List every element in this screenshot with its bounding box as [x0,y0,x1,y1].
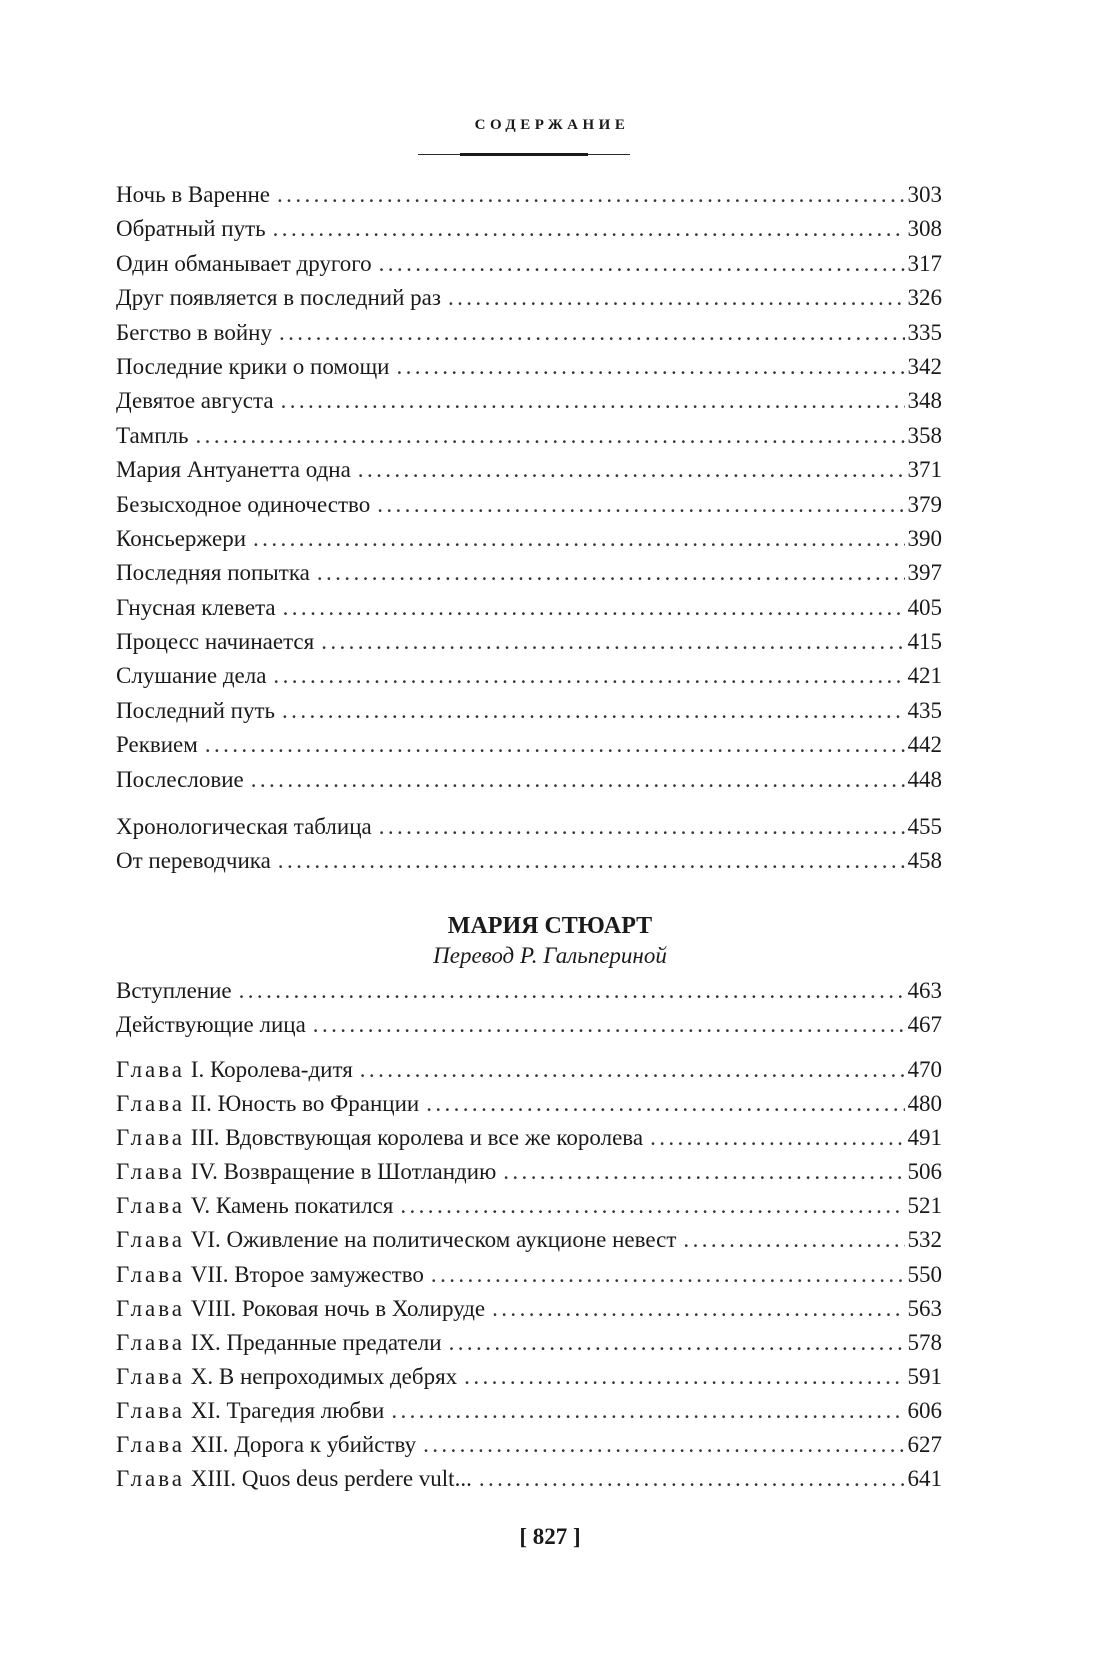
toc-entry [116,384,942,418]
chapter-title: IX. Преданные предатели [190,1329,442,1355]
toc-entry-title: Слушание дела [116,663,267,689]
toc-entry-title [116,1326,442,1360]
section-heading [0,911,1100,971]
toc-entry-title: Тампль [116,422,189,448]
running-header [0,116,1100,134]
toc-chapter-entry [116,1121,942,1155]
toc-entry [116,810,942,844]
toc-leader [283,591,905,625]
toc-leader [650,1121,904,1155]
toc-entry-title: Бегство в войну [116,319,272,345]
toc-entry-page: 458 [907,848,942,874]
toc-entry [116,844,942,878]
toc-entry-title: Послесловие [116,766,244,792]
section-subtitle: Перевод Р. Гальпериной [433,943,667,968]
toc-entry-page: 435 [907,697,942,723]
toc-leader [391,1394,904,1428]
toc-entry-title [116,1428,416,1462]
toc-entry-page: 303 [907,182,942,207]
toc-leader [277,178,904,212]
toc-entry-page: 467 [907,1012,942,1038]
toc-entry-page: 442 [907,732,942,758]
toc-chapter-entry [116,1326,942,1360]
chapter-word: Глава [116,1295,186,1321]
toc-entry-title: Хронологическая таблица [116,814,372,839]
chapter-title: X. В непроходимых дебрях [190,1363,458,1389]
toc-entry [116,453,942,487]
toc-leader [321,625,904,659]
toc-entry-page: 578 [907,1329,942,1355]
toc-entry-page: 421 [907,663,942,689]
chapter-word: Глава [116,1125,186,1151]
toc-leader [279,316,905,350]
chapter-title: I. Королева-дитя [190,1057,353,1082]
toc-entry-title: Безысходное одиночество [116,491,371,517]
toc-leader [253,522,904,556]
toc-list-part1 [116,178,942,797]
toc-chapter-entry [116,1053,942,1087]
toc-entry-page: 371 [907,457,942,483]
chapter-word: Глава [116,1329,186,1355]
toc-leader [239,974,905,1008]
toc-entry-title: От переводчика [116,848,271,874]
toc-entry [116,350,942,384]
toc-entry [116,728,942,762]
toc-entry-title [116,1292,485,1326]
toc-entry-page: 448 [907,766,942,792]
section-title: МАРИЯ СТЮАРТ [447,913,653,939]
toc-list-part1-appendix [116,810,942,879]
toc-entry [116,247,942,281]
chapter-title: V. Камень покатился [190,1193,394,1219]
chapter-word: Глава [116,1193,186,1219]
toc-entry-title: Гнусная клевета [116,594,276,620]
toc-entry [116,556,942,590]
toc-chapter-entry [116,1394,942,1428]
toc-entry-title [116,1360,457,1394]
toc-entry-page: 335 [907,319,942,345]
chapter-word: Глава [116,1057,186,1082]
toc-entry [116,974,942,1008]
toc-chapter-entry [116,1292,942,1326]
page-number: [ 827 ] [519,1524,581,1549]
toc-leader [273,212,905,246]
toc-entry [116,488,942,522]
toc-entry [116,316,942,350]
toc-entry-title: Обратный путь [116,216,266,242]
toc-leader [196,419,905,453]
toc-leader [281,384,905,418]
toc-entry-title [116,1394,384,1428]
toc-entry-title: Действующие лица [116,1012,306,1038]
toc-entry-title [116,1223,676,1257]
toc-entry-title: Реквием [116,732,198,758]
toc-entry [116,763,942,797]
toc-entry [116,659,942,693]
toc-entry [116,625,942,659]
toc-leader [426,1087,904,1121]
chapter-word: Глава [116,1363,186,1389]
toc-chapter-entry [116,1462,942,1496]
toc-entry-page: 348 [907,388,942,414]
toc-entry-page: 470 [907,1057,942,1082]
toc-chapter-entry [116,1428,942,1462]
chapter-title: VIII. Роковая ночь в Холируде [190,1295,486,1321]
toc-entry-title: Ночь в Варенне [116,182,271,207]
toc-entry-title: Консьержери [116,525,247,551]
toc-leader [379,810,905,844]
toc-leader [503,1155,904,1189]
toc-chapter-entry [116,1155,942,1189]
toc-entry [116,281,942,315]
toc-entry-page: 390 [907,525,942,551]
toc-entry-title: Друг появляется в последний раз [116,285,441,311]
toc-leader [360,1053,905,1087]
toc-leader [282,694,904,728]
toc-leader [492,1292,904,1326]
toc-entry-page: 480 [907,1091,942,1117]
toc-leader [400,1189,904,1223]
chapter-title: IV. Возвращение в Шотландию [190,1159,497,1185]
chapter-title: XII. Дорога к убийству [190,1432,417,1458]
toc-entry-page: 463 [907,978,942,1003]
chapter-word: Глава [116,1227,186,1253]
toc-entry-page: 521 [907,1193,942,1219]
chapter-title: VI. Оживление на политическом аукционе невест [190,1227,677,1253]
toc-leader [449,1326,905,1360]
toc-chapter-entry [116,1258,942,1292]
toc-entry-title: Девятое августа [116,388,274,414]
chapter-title: XI. Трагедия любви [190,1397,385,1423]
page-title: СОДЕРЖАНИЕ [474,117,630,133]
toc-entry-page: 550 [907,1261,942,1287]
toc-entry-title [116,1087,419,1121]
toc-entry-title: Последний путь [116,697,276,723]
toc-leader [313,1008,905,1042]
toc-entry [116,419,942,453]
toc-leader [479,1462,905,1496]
toc-entry-page: 591 [907,1363,942,1389]
toc-leader [278,844,905,878]
toc-chapter-entry [116,1360,942,1394]
chapter-title: VII. Второе замужество [190,1261,424,1287]
toc-entry-page: 491 [907,1125,942,1151]
chapter-word: Глава [116,1397,186,1423]
chapter-word: Глава [116,1432,186,1458]
toc-entry-page: 415 [907,629,942,655]
toc-entry-title: Последние крики о помощи [116,353,390,379]
toc-entry-page: 317 [907,250,942,276]
toc-entry-page: 342 [907,353,942,379]
toc-chapter-entry [116,1223,942,1257]
toc-entry-page: 606 [907,1397,942,1423]
toc-entry-title [116,1121,643,1155]
toc-leader [205,728,905,762]
toc-entry-title [116,1258,424,1292]
toc-leader [683,1223,904,1257]
toc-leader [251,763,905,797]
toc-entry-page: 532 [907,1227,942,1253]
toc-entry [116,212,942,246]
toc-entry-page: 358 [907,422,942,448]
toc-entry [116,178,942,212]
toc-entry-page: 326 [907,285,942,311]
toc-entry [116,522,942,556]
toc-entry-title [116,1189,393,1223]
toc-entry-title [116,1053,353,1087]
toc-leader [379,247,905,281]
toc-entry-page: 308 [907,216,942,242]
toc-entry-title: Вступление [116,978,232,1003]
toc-leader [358,453,905,487]
chapter-word: Глава [116,1159,186,1185]
toc-entry-title: Последняя попытка [116,560,310,586]
toc-chapter-entry [116,1189,942,1223]
toc-entry-page: 506 [907,1159,942,1185]
chapter-word: Глава [116,1466,186,1492]
header-rule-accent [460,153,588,156]
toc-leader [377,488,904,522]
chapter-word: Глава [116,1261,186,1287]
toc-entry-page: 641 [907,1466,942,1492]
toc-entry-page: 563 [907,1295,942,1321]
toc-leader [464,1360,904,1394]
chapter-title: XIII. Quos deus perdere vult... [190,1466,472,1492]
toc-entry-page: 405 [907,594,942,620]
toc-entry-page: 455 [907,814,942,839]
toc-entry-title [116,1462,472,1496]
toc-entry-page: 379 [907,491,942,517]
toc-list-part2-intro [116,974,942,1043]
toc-list-part2-chapters [116,1053,942,1496]
toc-entry-page: 397 [907,560,942,586]
toc-entry-title: Один обманывает другого [116,250,372,276]
toc-leader [448,281,905,315]
toc-leader [396,350,904,384]
toc-entry [116,694,942,728]
toc-entry-page: 627 [907,1432,942,1458]
toc-entry-title: Мария Антуанетта одна [116,457,351,483]
toc-entry [116,1008,942,1042]
chapter-title: III. Вдовствующая королева и все же королева [190,1125,644,1151]
toc-entry-title [116,1155,496,1189]
toc-chapter-entry [116,1087,942,1121]
toc-leader [423,1428,904,1462]
toc-entry-title: Процесс начинается [116,629,315,655]
chapter-word: Глава [116,1091,186,1117]
toc-leader [431,1258,905,1292]
toc-entry [116,591,942,625]
chapter-title: II. Юность во Франции [190,1091,420,1117]
toc-leader [317,556,905,590]
toc-leader [273,659,904,693]
